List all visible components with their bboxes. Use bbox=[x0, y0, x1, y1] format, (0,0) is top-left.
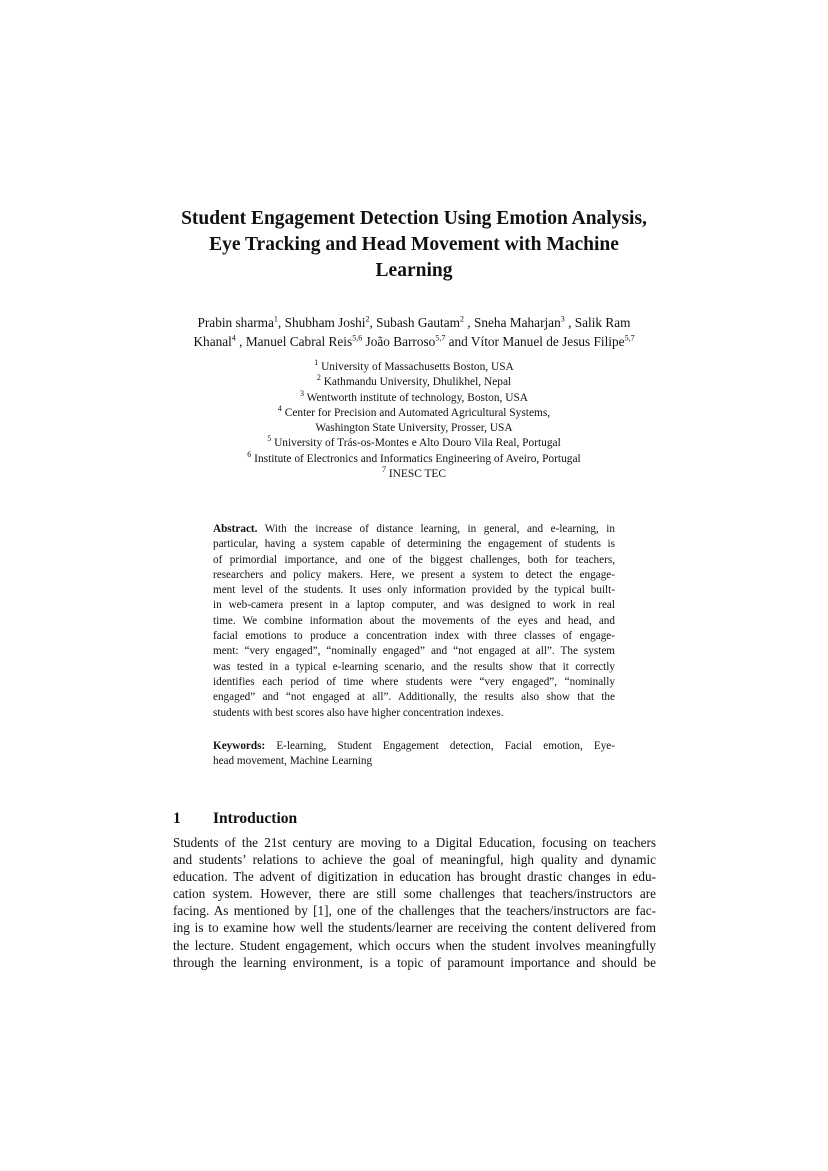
author-affiliation-mark: 4 bbox=[231, 333, 236, 343]
author-separator: , bbox=[277, 315, 285, 330]
author-separator: , bbox=[463, 315, 474, 330]
body-line: Students of the 21st century are moving to a Digital Education, focusing on teachers bbox=[173, 835, 656, 850]
section-heading bbox=[173, 809, 297, 829]
affiliation-mark: 1 bbox=[314, 358, 319, 368]
keywords-text: E-learning, Student Engagement detection, Facial emotion, Eye- bbox=[276, 740, 616, 752]
abstract-line: ment: “very engaged”, “nominally engaged” and “not engaged at all”. The system bbox=[213, 645, 615, 658]
author-name: Salik Ram bbox=[574, 315, 631, 330]
abstract-line: time. We combine information about the movements of the eyes and head, and bbox=[213, 614, 615, 627]
affiliation-line bbox=[150, 467, 678, 482]
affiliation-mark: 5 bbox=[267, 434, 272, 444]
affiliation-mark: 4 bbox=[277, 404, 282, 414]
paper-title bbox=[150, 206, 678, 284]
author-name: Khanal bbox=[193, 334, 232, 349]
author-separator: and bbox=[445, 334, 471, 349]
author-name: João Barroso bbox=[365, 334, 436, 349]
author-name: Prabin sharma bbox=[197, 315, 274, 330]
author-list bbox=[150, 313, 678, 351]
body-line: through the learning environment, is a topic of paramount importance and should be bbox=[173, 954, 656, 970]
body-line: the lecture. Student engagement, which occurs when the student involves meaningfully bbox=[173, 937, 656, 953]
affiliation-text: University of Massachusetts Boston, USA bbox=[321, 361, 514, 373]
abstract-text: With the increase of distance learning, in general, and e-learning, in bbox=[264, 523, 615, 535]
keywords-line bbox=[213, 739, 615, 754]
affiliation-text: INESC TEC bbox=[388, 468, 446, 481]
body-line: and students’ relations to achieve the goal of meaningful, high quality and dynamic bbox=[173, 852, 656, 868]
section-number: 1 bbox=[173, 809, 181, 827]
author-affiliation-mark: 2 bbox=[459, 314, 464, 324]
abstract-line: of primordial importance, and one of the biggest challenges, both for teachers, bbox=[213, 553, 615, 566]
author-affiliation-mark: 5,7 bbox=[624, 333, 635, 343]
author-separator: , bbox=[235, 334, 246, 349]
affiliation-text: Institute of Electronics and Informatics Engineering of Aveiro, Portugal bbox=[254, 452, 581, 465]
author-affiliation-mark: 5,6 bbox=[352, 333, 363, 343]
abstract-line: identifies each period of time where students were “very engaged”, “nominally bbox=[213, 675, 615, 688]
abstract-line: in web-camera present in a laptop computer, and was designed to work in real bbox=[213, 599, 615, 612]
abstract-label: Abstract. bbox=[213, 523, 258, 535]
affiliation-line bbox=[150, 375, 678, 390]
affiliation-text: Wentworth institute of technology, Boston, USA bbox=[306, 391, 529, 404]
keywords-label: Keywords: bbox=[213, 740, 266, 752]
affiliation-text: Washington State University, Prosser, USA bbox=[315, 422, 513, 435]
author-line bbox=[150, 332, 678, 351]
affiliation-line bbox=[150, 421, 678, 436]
body-line: ing is to examine how well the students/learner are receiving the content delivered from bbox=[173, 920, 656, 936]
author-name: Sneha Maharjan bbox=[473, 315, 561, 330]
abstract-line: facial emotions to produce a concentration index with three classes of engage- bbox=[213, 630, 615, 643]
title-line: Student Engagement Detection Using Emotion Analysis, bbox=[181, 208, 647, 229]
author-affiliation-mark: 2 bbox=[365, 314, 370, 324]
affiliation-line bbox=[150, 388, 678, 406]
affiliation-text: Kathmandu University, Dhulikhel, Nepal bbox=[323, 376, 512, 389]
author-affiliation-mark: 3 bbox=[560, 314, 565, 324]
affiliation-mark: 3 bbox=[299, 388, 304, 398]
affiliation-mark: 2 bbox=[316, 373, 321, 383]
abstract bbox=[213, 522, 615, 721]
keywords-line: head movement, Machine Learning bbox=[213, 755, 373, 768]
affiliation-line bbox=[150, 436, 678, 451]
author-separator: , bbox=[564, 315, 575, 330]
title-line: Eye Tracking and Head Movement with Machine bbox=[209, 234, 619, 255]
affiliation-line bbox=[150, 406, 678, 421]
abstract-line: was tested in a typical e-learning scenario, and the results show that it correctly bbox=[213, 660, 615, 673]
abstract-line: ment level of the students. It uses only information provided by the typical built- bbox=[213, 584, 615, 597]
body-line: facing. As mentioned by [1], one of the challenges that the teachers/instructors are fac- bbox=[173, 903, 656, 919]
body-line: education. The advent of digitization in education has brought drastic changes in edu- bbox=[173, 869, 656, 885]
author-name: Manuel Cabral Reis bbox=[245, 334, 353, 349]
abstract-line: engaged” and “not engaged at all”. Additionally, the results also show that the bbox=[213, 691, 615, 704]
abstract-line: particular, having a system capable of determining the engagement of students is bbox=[213, 538, 615, 551]
keywords bbox=[213, 739, 615, 770]
abstract-line: students with best scores also have higher concentration indexes. bbox=[213, 706, 504, 719]
affiliation-text: Center for Precision and Automated Agricultural Systems, bbox=[284, 406, 551, 419]
author-line bbox=[150, 313, 678, 332]
abstract-line: researchers and policy makers. Here, we present a system to detect the engage- bbox=[213, 568, 615, 581]
affiliation-text: University of Trás-os-Montes e Alto Douro Vila Real, Portugal bbox=[274, 437, 561, 450]
author-name: Vítor Manuel de Jesus Filipe bbox=[470, 334, 625, 349]
author-separator: , bbox=[369, 315, 377, 330]
affiliation-mark: 7 bbox=[382, 465, 387, 475]
affiliation-line bbox=[150, 360, 678, 375]
section-title: Introduction bbox=[213, 809, 298, 827]
introduction-paragraph bbox=[173, 834, 656, 971]
abstract-line bbox=[213, 522, 615, 537]
author-affiliation-mark: 5,7 bbox=[435, 333, 446, 343]
body-line: cation system. However, there are still some challenges that teachers/instructors are bbox=[173, 886, 656, 902]
affiliation-mark: 6 bbox=[247, 449, 252, 459]
affiliation-line bbox=[150, 449, 678, 467]
author-affiliation-mark: 1 bbox=[273, 314, 278, 324]
affiliation-list bbox=[150, 360, 678, 482]
author-name: Subash Gautam bbox=[376, 315, 460, 330]
author-name: Shubham Joshi bbox=[284, 315, 366, 330]
title-line: Learning bbox=[375, 260, 453, 281]
